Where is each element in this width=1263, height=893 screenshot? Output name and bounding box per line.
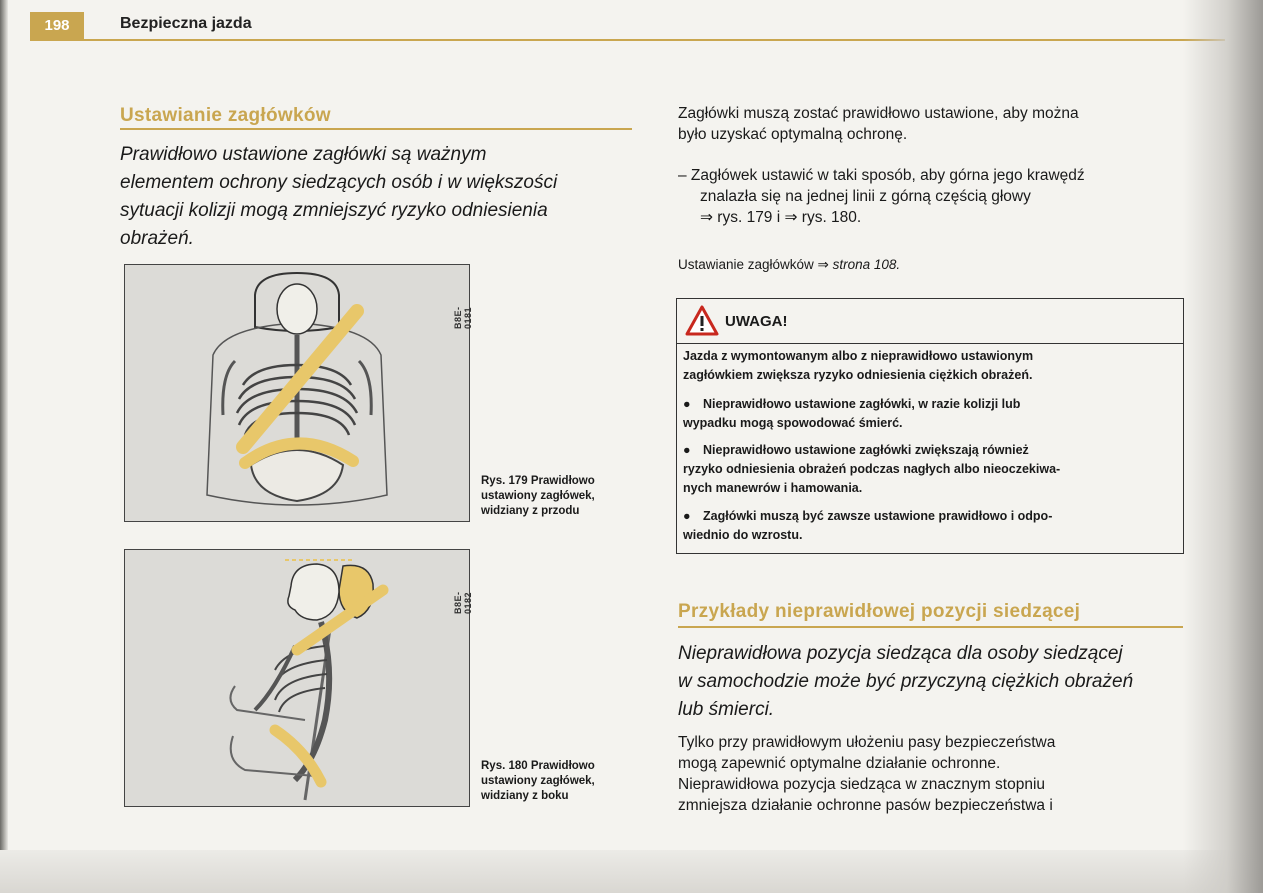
bullet-icon: ● (683, 397, 691, 411)
lead-line: lub śmierci. (678, 699, 775, 720)
intro-line: Zagłówki muszą zostać prawidłowo ustawione, aby można (678, 105, 1079, 122)
warning-bullet-line: nych manewrów i hamowania. (683, 481, 863, 495)
warning-intro (683, 347, 1173, 385)
lead-line: obrażeń. (120, 228, 194, 249)
lead-line: Nieprawidłowa pozycja siedząca dla osoby siedzącej (678, 643, 1123, 664)
figure-code: B8E-0181 (453, 306, 473, 329)
section-rule (120, 128, 632, 130)
warning-line: zagłówkiem zwiększa ryzyko odniesienia ciężkich obrażeń. (683, 368, 1033, 382)
body-paragraph-2 (678, 732, 1188, 816)
bullet-icon: ● (683, 509, 691, 523)
warning-title: UWAGA! (725, 313, 788, 330)
bottom-band (0, 850, 1263, 893)
reference-text: Ustawianie zagłówków ⇒ (678, 257, 833, 272)
warning-bullet-line: Nieprawidłowo ustawione zagłówki zwiększają również (703, 443, 1029, 457)
page-left-edge (0, 0, 8, 893)
warning-bullet-line: Nieprawidłowo ustawione zagłówki, w razie kolizji lub (703, 397, 1021, 411)
warning-bullet (683, 441, 1173, 498)
figure-179-front-view (124, 264, 473, 522)
intro-paragraph (678, 103, 1188, 145)
caption-line: Rys. 180 Prawidłowo (481, 760, 595, 772)
instruction-line: ⇒ rys. 179 i ⇒ rys. 180. (700, 209, 862, 226)
bullet-icon: ● (683, 443, 691, 457)
header-title: Bezpieczna jazda (120, 15, 252, 32)
warning-bullet-line: wypadku mogą spowodować śmierć. (683, 416, 903, 430)
body-line: zmniejsza działanie ochronne pasów bezpieczeństwa i (678, 797, 1053, 814)
lead-paragraph (120, 141, 640, 253)
caption-line: widziany z boku (481, 790, 569, 802)
skeleton-side-illustration (125, 550, 469, 806)
body-line: Nieprawidłowa pozycja siedząca w znacznym stopniu (678, 776, 1046, 793)
figure-180-caption (481, 759, 595, 804)
instruction-line: – Zagłówek ustawić w taki sposób, aby górna jego krawędź (678, 167, 1085, 184)
header-rule (30, 39, 1225, 41)
caption-line: ustawiony zagłówek, (481, 490, 595, 502)
section-rule (678, 626, 1183, 628)
warning-bullet (683, 507, 1173, 545)
figure-code: B8E-0182 (453, 591, 473, 614)
lead-line: Prawidłowo ustawione zagłówki są ważnym (120, 144, 487, 165)
page-spine-shadow (1183, 0, 1263, 893)
skeleton-front-illustration (125, 265, 469, 521)
instruction-item (678, 165, 1188, 228)
intro-line: było uzyskać optymalną ochronę. (678, 126, 908, 143)
warning-triangle-icon (685, 305, 719, 337)
lead-line: elementem ochrony siedzących osób i w większości (120, 172, 558, 193)
body-line: Tylko przy prawidłowym ułożeniu pasy bezpieczeństwa (678, 734, 1056, 751)
warning-bullet-line: ryzyko odniesienia obrażeń podczas nagłych albo nieoczekiwa- (683, 462, 1061, 476)
warning-header (677, 299, 1183, 344)
warning-box (676, 298, 1184, 554)
reference-link[interactable]: strona 108. (832, 257, 901, 272)
warning-bullet-line: wiednio do wzrostu. (683, 528, 803, 542)
cross-reference (678, 257, 900, 273)
section-heading-headrests: Ustawianie zagłówków (120, 105, 331, 126)
lead-line: sytuacji kolizji mogą zmniejszyć ryzyko odniesienia (120, 200, 548, 221)
figure-180-side-view (124, 549, 473, 807)
caption-line: widziany z przodu (481, 505, 580, 517)
warning-bullet-line: Zagłówki muszą być zawsze ustawione prawidłowo i odpo- (703, 509, 1053, 523)
lead-paragraph-2 (678, 640, 1218, 724)
page-number: 198 (30, 12, 84, 40)
figure-179-caption (481, 474, 595, 519)
warning-bullet (683, 395, 1173, 433)
section-heading-incorrect-position: Przykłady nieprawidłowej pozycji siedzącej (678, 601, 1081, 622)
caption-line: Rys. 179 Prawidłowo (481, 475, 595, 487)
caption-line: ustawiony zagłówek, (481, 775, 595, 787)
warning-line: Jazda z wymontowanym albo z nieprawidłowo ustawionym (683, 349, 1034, 363)
instruction-line: znalazła się na jednej linii z górną częścią głowy (700, 188, 1031, 205)
body-line: mogą zapewnić optymalne działanie ochronne. (678, 755, 1001, 772)
lead-line: w samochodzie może być przyczyną ciężkich obrażeń (678, 671, 1134, 692)
